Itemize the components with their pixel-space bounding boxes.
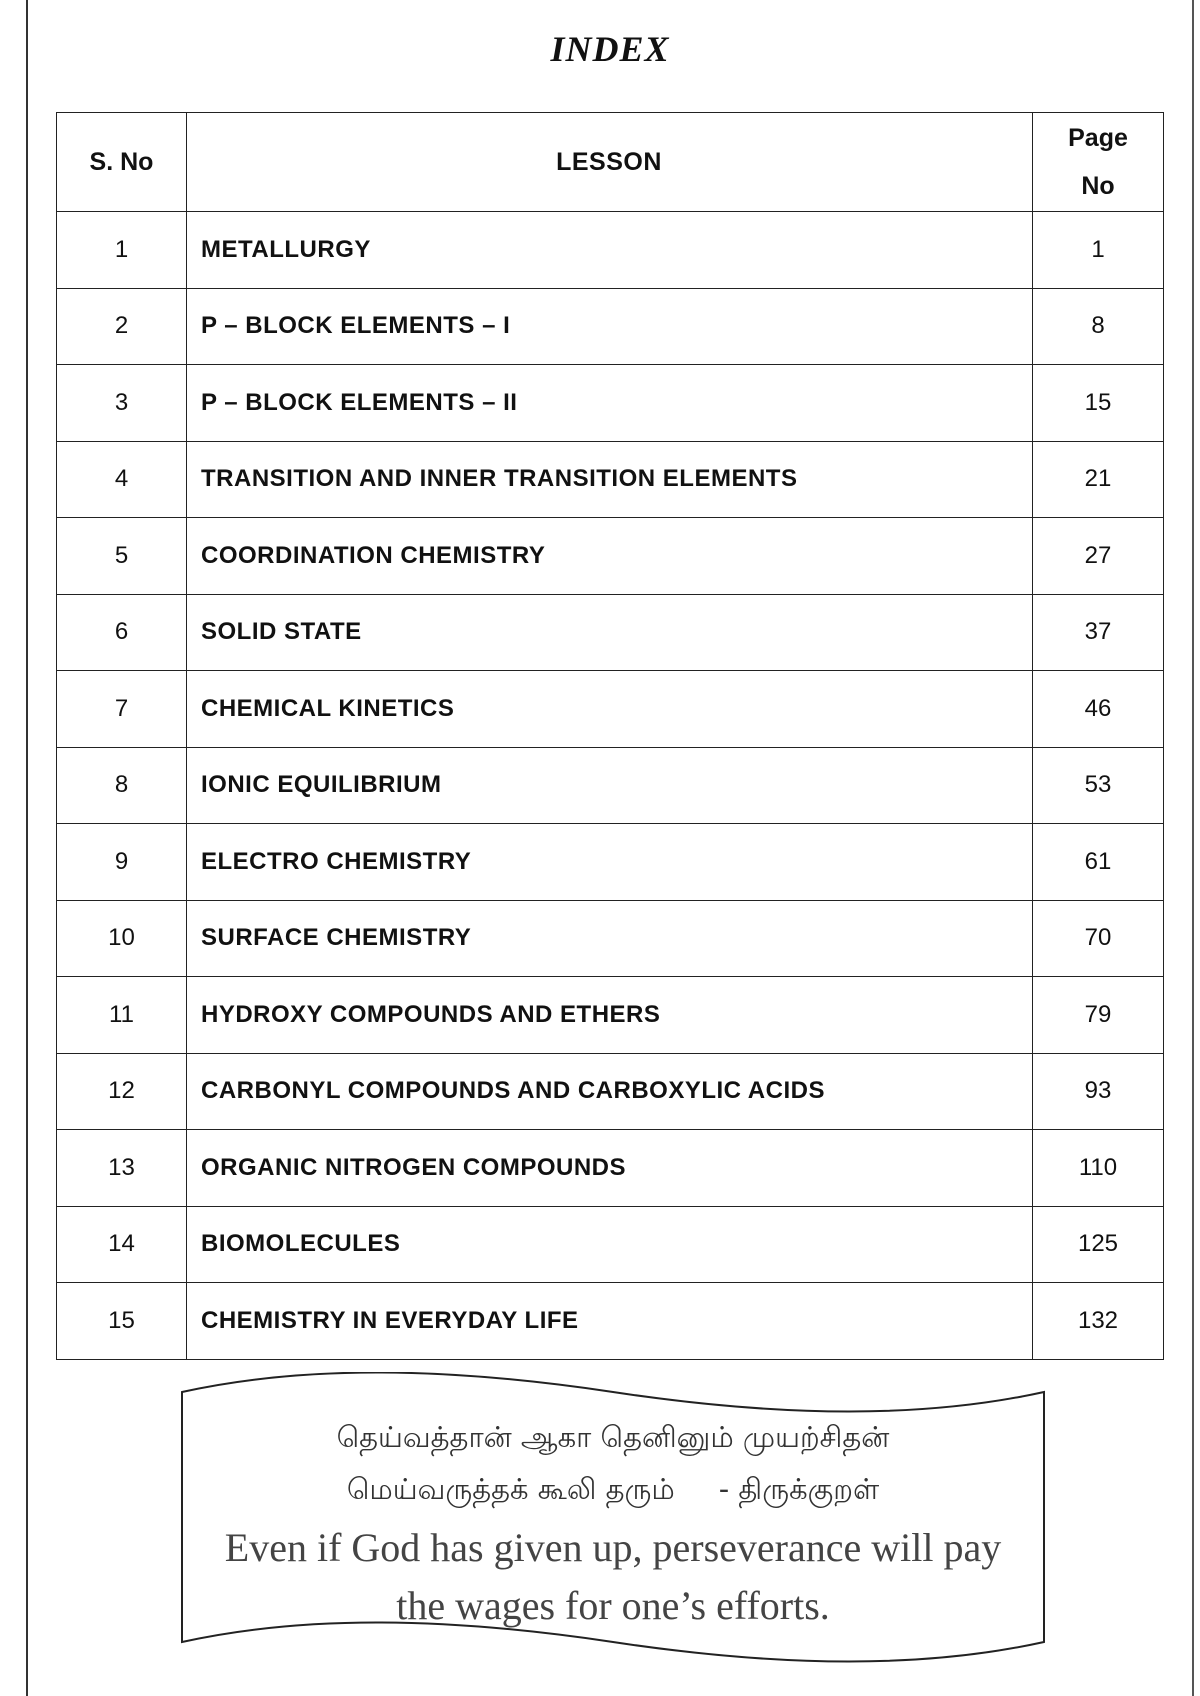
row-lesson: HYDROXY COMPOUNDS AND ETHERS (187, 977, 1033, 1054)
row-page: 1 (1033, 212, 1164, 289)
table-row (57, 1053, 1164, 1130)
row-page: 132 (1033, 1283, 1164, 1360)
header-page-no (1033, 113, 1164, 212)
table-row (57, 594, 1164, 671)
row-sno: 2 (57, 288, 187, 365)
tamil-quote-line1: தெய்வத்தான் ஆகா தெனினும் முயற்சிதன் (336, 1420, 890, 1454)
page-title: INDEX (550, 29, 670, 69)
table-row (57, 671, 1164, 748)
row-page: 53 (1033, 747, 1164, 824)
row-sno: 1 (57, 212, 187, 289)
row-sno: 6 (57, 594, 187, 671)
row-lesson: METALLURGY (187, 212, 1033, 289)
row-page: 8 (1033, 288, 1164, 365)
page-border-left (26, 0, 28, 1696)
row-sno: 4 (57, 441, 187, 518)
row-page: 93 (1033, 1053, 1164, 1130)
row-lesson: SURFACE CHEMISTRY (187, 900, 1033, 977)
row-lesson: IONIC EQUILIBRIUM (187, 747, 1033, 824)
tamil-quote-line2 (180, 1472, 1046, 1510)
table-row (57, 1283, 1164, 1360)
row-lesson: ORGANIC NITROGEN COMPOUNDS (187, 1130, 1033, 1207)
table-row (57, 365, 1164, 442)
row-lesson: TRANSITION AND INNER TRANSITION ELEMENTS (187, 441, 1033, 518)
english-quote-line1: Even if God has given up, perseverance will pay (224, 1525, 1002, 1570)
row-sno: 14 (57, 1206, 187, 1283)
index-table (56, 112, 1164, 1360)
english-quote-line2: the wages for one’s efforts. (396, 1583, 830, 1628)
header-sno: S. No (57, 113, 187, 212)
row-page: 70 (1033, 900, 1164, 977)
table-row (57, 977, 1164, 1054)
table-row (57, 747, 1164, 824)
row-sno: 11 (57, 977, 187, 1054)
table-row (57, 288, 1164, 365)
table-row (57, 900, 1164, 977)
quote-box (180, 1372, 1046, 1672)
row-page: 27 (1033, 518, 1164, 595)
row-page: 110 (1033, 1130, 1164, 1207)
row-lesson: CHEMISTRY IN EVERYDAY LIFE (187, 1283, 1033, 1360)
row-page: 37 (1033, 594, 1164, 671)
header-page-line2: No (1081, 172, 1115, 200)
row-lesson: CARBONYL COMPOUNDS AND CARBOXYLIC ACIDS (187, 1053, 1033, 1130)
row-page: 61 (1033, 824, 1164, 901)
row-lesson: P – BLOCK ELEMENTS – I (187, 288, 1033, 365)
row-page: 125 (1033, 1206, 1164, 1283)
row-sno: 15 (57, 1283, 187, 1360)
table-row (57, 441, 1164, 518)
page-border-right (1192, 0, 1194, 1696)
row-sno: 3 (57, 365, 187, 442)
row-sno: 7 (57, 671, 187, 748)
row-sno: 9 (57, 824, 187, 901)
row-sno: 5 (57, 518, 187, 595)
row-lesson: SOLID STATE (187, 594, 1033, 671)
table-row (57, 212, 1164, 289)
table-row (57, 1130, 1164, 1207)
row-page: 46 (1033, 671, 1164, 748)
table-row (57, 824, 1164, 901)
table-row (57, 518, 1164, 595)
row-lesson: ELECTRO CHEMISTRY (187, 824, 1033, 901)
tamil-quote-line2-text: மெய்வருத்தக் கூலி தரும் (346, 1472, 675, 1506)
header-page-line1: Page (1068, 124, 1128, 152)
table-header-row (57, 113, 1164, 212)
row-sno: 13 (57, 1130, 187, 1207)
row-lesson: COORDINATION CHEMISTRY (187, 518, 1033, 595)
row-sno: 12 (57, 1053, 187, 1130)
index-table-body (57, 212, 1164, 1360)
row-page: 15 (1033, 365, 1164, 442)
row-lesson: BIOMOLECULES (187, 1206, 1033, 1283)
row-sno: 8 (57, 747, 187, 824)
row-lesson: CHEMICAL KINETICS (187, 671, 1033, 748)
table-row (57, 1206, 1164, 1283)
row-lesson: P – BLOCK ELEMENTS – II (187, 365, 1033, 442)
row-sno: 10 (57, 900, 187, 977)
tamil-quote-source: - திருக்குறள் (718, 1472, 880, 1506)
header-lesson: LESSON (187, 113, 1033, 212)
row-page: 79 (1033, 977, 1164, 1054)
row-page: 21 (1033, 441, 1164, 518)
